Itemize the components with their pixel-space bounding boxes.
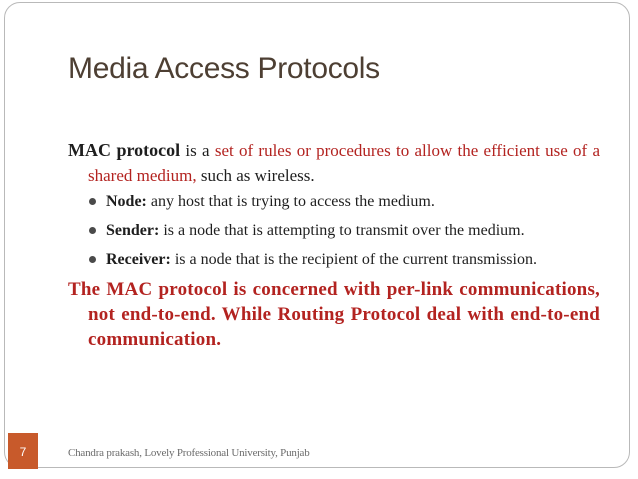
bullet-term: Node:	[106, 193, 147, 210]
footer-author: Chandra prakash, Lovely Professional University, Punjab	[68, 447, 310, 459]
intro-highlight: set of rules or procedures to allow the efficient use of a shared medium,	[88, 141, 600, 185]
intro-text-2: such as wireless.	[196, 166, 315, 185]
slide-content	[68, 138, 600, 352]
bullet-term: Receiver:	[106, 251, 171, 268]
bullet-dot-icon	[89, 227, 96, 234]
bullet-term: Sender:	[106, 222, 160, 239]
bullet-text: is a node that is the recipient of the current transmission.	[170, 251, 537, 268]
summary-paragraph: The MAC protocol is concerned with per-link communications, not end-to-end. While Routing Protocol deal with end-to-end communication.	[68, 279, 600, 350]
bullet-node	[88, 190, 600, 214]
bullet-text: is a node that is attempting to transmit over the medium.	[159, 222, 525, 239]
bullet-receiver	[88, 248, 600, 272]
intro-paragraph	[68, 138, 600, 188]
slide-title: Media Access Protocols	[68, 52, 380, 85]
mac-protocol-term: MAC protocol	[68, 140, 181, 160]
intro-text-1: is a	[180, 141, 215, 160]
page-number-badge: 7	[8, 433, 38, 469]
definition-list	[68, 190, 600, 272]
bullet-dot-icon	[89, 198, 96, 205]
bullet-text: any host that is trying to access the medium.	[146, 193, 435, 210]
bullet-dot-icon	[89, 256, 96, 263]
bullet-sender	[88, 219, 600, 243]
